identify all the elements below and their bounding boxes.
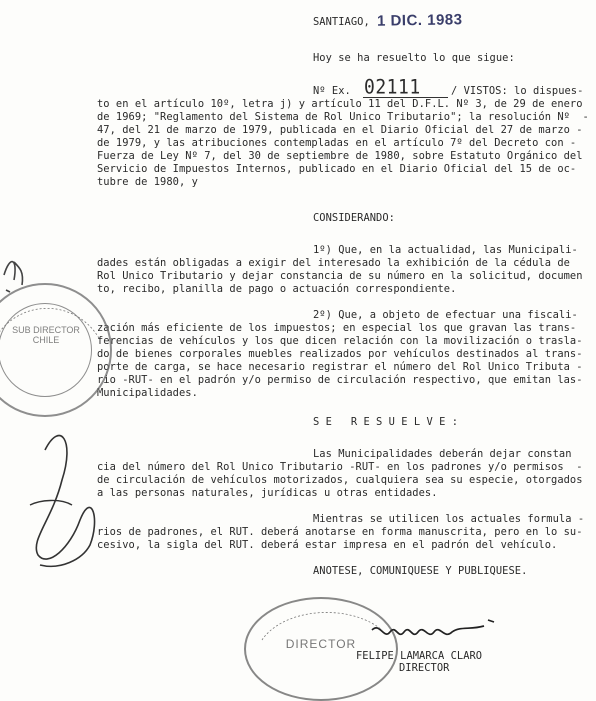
- resuelve-1-line: de circulación de vehículos motorizados, cualquiera sea su especie, otorgados: [97, 474, 583, 486]
- considerando-2-line: ferencias de vehículos y los que dicen relación con la movilización o trasla-: [97, 335, 583, 347]
- vistos-line: tubre de 1980, y: [97, 176, 198, 188]
- left-initials-mark: [4, 262, 23, 292]
- resuelve-2-line: rios de padrones, el RUT. deberá anotarse en forma manuscrita, pero en lo su-: [97, 526, 583, 538]
- bottom-seal-center-text: DIRECTOR: [285, 637, 357, 651]
- date-stamp: 1 DIC. 1983: [376, 11, 463, 30]
- considerando-2-line: rio -RUT- en el padrón y/o permiso de circulación respectivo, que emitan las-: [97, 374, 583, 386]
- considerando-2-line: 2º) Que, a objeto de efectuar una fiscali-: [313, 309, 578, 321]
- vistos-line: Servicio de Impuestos Internos, publicado en el Diario Oficial del 15 de oc-: [97, 163, 577, 175]
- resolution-number: 02111: [364, 76, 421, 99]
- left-seal-center-text: SUB DIRECTOR CHILE: [12, 325, 80, 345]
- considerando-2-line: do de bienes corporales muebles realizados por vehículos destinados al trans-: [97, 348, 583, 360]
- considerando-heading: CONSIDERANDO:: [313, 212, 395, 224]
- resuelve-1-line: Las Municipalidades deberán dejar constan: [313, 448, 572, 460]
- number-label: Nº Ex.: [313, 85, 351, 97]
- considerando-2-line: zación más eficiente de los impuestos; en especial los que gravan las trans-: [97, 322, 577, 334]
- resuelve-2-line: cesivo, la sigla del RUT. deberá estar impresa en el padrón del vehículo.: [97, 539, 558, 551]
- left-seal-arc: [0, 308, 100, 350]
- vistos-heading: / VISTOS: lo dispues-: [451, 85, 584, 97]
- margin-signature-stroke: [30, 500, 72, 505]
- vistos-line: de 1969; "Reglamento del Sistema de Rol Unico Tributario"; la resolución Nº -: [97, 111, 589, 123]
- considerando-2-line: Municipalidades.: [97, 387, 198, 399]
- considerando-2-line: porte de carga, se hace necesario registrar el número del Rol Unico Tributa -: [97, 361, 583, 373]
- vistos-line: de 1979, y las atribuciones contempladas en el artículo 7º del Decreto con -: [97, 137, 577, 149]
- director-signature: [372, 620, 494, 634]
- considerando-1-line: dades están obligadas a exigir del interesado la exhibición de la cédula de: [97, 257, 570, 269]
- resuelve-1-line: cia del número del Rol Unico Tributario -RUT- en los padrones y/o permisos -: [97, 461, 583, 473]
- considerando-1-line: 1º) Que, en la actualidad, las Municipali-: [313, 244, 578, 256]
- vistos-line: 47, del 21 de marzo de 1979, publicada en el Diario Oficial del 27 de marzo -: [97, 124, 583, 136]
- resuelve-2-line: Mientras se utilicen los actuales formula -: [313, 513, 585, 525]
- considerando-1-line: Rol Unico Tributario y dejar constancia de su número en la solicitud, documen: [97, 270, 583, 282]
- closing-line: ANOTESE, COMUNIQUESE Y PUBLIQUESE.: [313, 565, 528, 577]
- considerando-1-line: to, recibo, planilla de pago o actuación correspondiente.: [97, 283, 457, 295]
- resuelve-1-line: a las personas naturales, jurídicas u otras entidades.: [97, 487, 438, 499]
- resuelve-heading: S E R E S U E L V E :: [313, 416, 459, 428]
- signatory-name: FELIPE LAMARCA CLARO: [356, 650, 483, 662]
- vistos-line: Fuerza de Ley Nº 7, del 30 de septiembre de 1980, sobre Estatuto Orgánico del: [97, 150, 583, 162]
- bottom-seal-arc: [262, 612, 382, 640]
- vistos-line: to en el artículo 10º, letra j) y artículo 11 del D.F.L. Nº 3, de 29 de enero: [97, 98, 583, 110]
- intro-line: Hoy se ha resuelto lo que sigue:: [313, 52, 515, 64]
- city-label: SANTIAGO,: [313, 16, 370, 28]
- signatory-role: DIRECTOR: [399, 662, 450, 674]
